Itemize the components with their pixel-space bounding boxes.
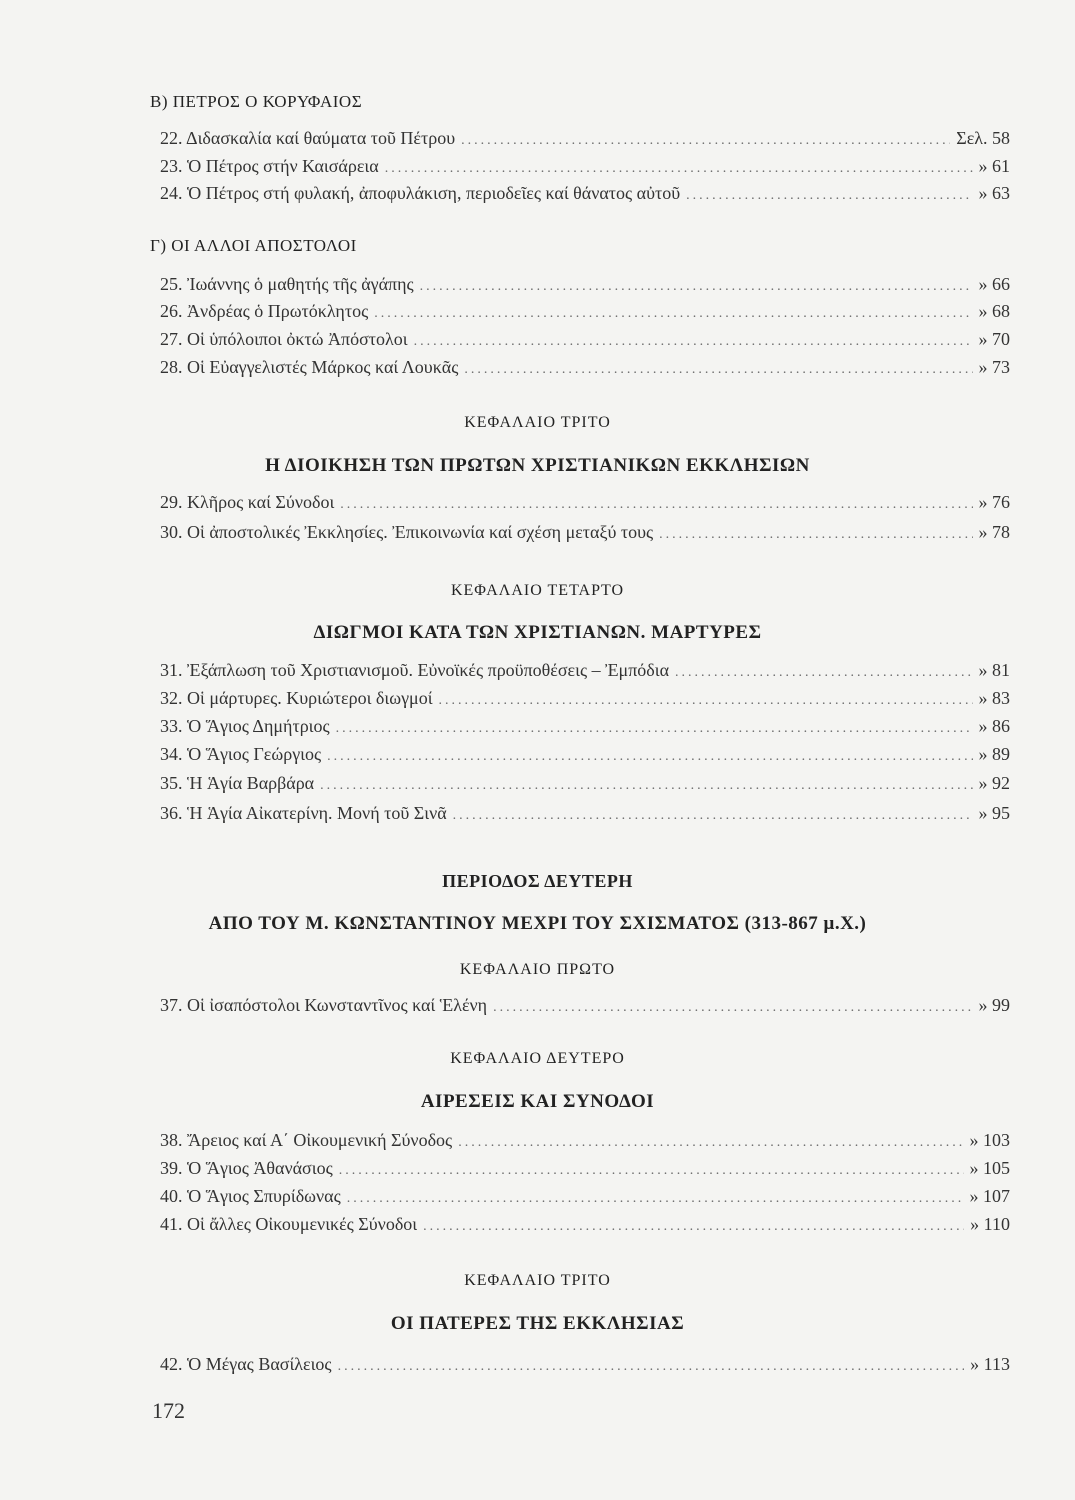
- entry-page: » 83: [978, 688, 1010, 708]
- leader-dots: [439, 693, 973, 709]
- toc-entry: [160, 1186, 1010, 1210]
- leader-dots: [420, 279, 973, 295]
- entry-page: » 110: [970, 1214, 1010, 1234]
- toc-entry: [160, 128, 1010, 152]
- toc-entry: [160, 156, 1010, 180]
- toc-entry: [160, 1354, 1010, 1378]
- entry-page: » 70: [978, 329, 1010, 349]
- toc-entry: [160, 329, 1010, 353]
- entry-title: 27. Οἱ ὑπόλοιποι ὀκτώ Ἀπόστολοι: [160, 329, 408, 349]
- toc-entry: [160, 1130, 1010, 1154]
- entry-page: » 107: [969, 1186, 1010, 1206]
- leader-dots: [458, 1135, 963, 1151]
- toc-entry: [160, 660, 1010, 684]
- chapter-title: ΟΙ ΠΑΤΕΡΕΣ ΤΗΣ ΕΚΚΛΗΣΙΑΣ: [390, 1313, 685, 1334]
- entry-title: 41. Οἱ ἄλλες Οἰκουμενικές Σύνοδοι: [160, 1214, 418, 1234]
- toc-entry: [160, 274, 1010, 298]
- period-title: ΑΠΟ ΤΟΥ Μ. ΚΩΝΣΤΑΝΤΙΝΟΥ ΜΕΧΡΙ ΤΟΥ ΣΧΙΣΜΑΤΟΣ (313-867 μ.Χ.): [208, 913, 867, 934]
- toc-entry: [160, 803, 1010, 827]
- leader-dots: [464, 362, 972, 378]
- entry-page: » 95: [978, 803, 1010, 823]
- entry-page: Σελ. 58: [956, 128, 1010, 148]
- entry-page: » 105: [969, 1158, 1010, 1178]
- entry-page: » 89: [978, 744, 1010, 764]
- section-heading-g: Γ) ΟΙ ΑΛΛΟΙ ΑΠΟΣΤΟΛΟΙ: [150, 236, 357, 255]
- toc-entry: [160, 688, 1010, 712]
- entry-title: 40. Ὁ Ἅγιος Σπυρίδωνας: [160, 1186, 341, 1206]
- page-number: 172: [152, 1398, 185, 1423]
- entry-page: » 103: [969, 1130, 1010, 1150]
- toc-entry: [160, 716, 1010, 740]
- entry-page: » 92: [978, 773, 1010, 793]
- leader-dots: [493, 1000, 972, 1016]
- entry-page: » 76: [978, 492, 1010, 512]
- entry-title: 31. Ἐξάπλωση τοῦ Χριστιανισμοῦ. Εὐνοϊκές προϋποθέσεις – Ἐμπόδια: [160, 660, 670, 680]
- leader-dots: [414, 334, 973, 350]
- leader-dots: [385, 161, 973, 177]
- toc-entry: [160, 522, 1010, 546]
- toc-entry: [160, 492, 1010, 516]
- entry-title: 38. Ἄρειος καί Α΄ Οἰκουμενική Σύνοδος: [160, 1130, 453, 1150]
- entry-page: » 86: [978, 716, 1010, 736]
- leader-dots: [339, 1163, 964, 1179]
- period-label: ΠΕΡΙΟΔΟΣ ΔΕΥΤΕΡΗ: [442, 871, 633, 891]
- entry-title: 22. Διδασκαλία καί θαύματα τοῦ Πέτρου: [160, 128, 456, 148]
- entry-title: 39. Ὁ Ἅγιος Ἀθανάσιος: [160, 1158, 333, 1178]
- entry-title: 26. Ἀνδρέας ὁ Πρωτόκλητος: [160, 301, 369, 321]
- leader-dots: [461, 133, 950, 149]
- toc-entry: [160, 1214, 1010, 1238]
- entry-title: 37. Οἱ ἰσαπόστολοι Κωνσταντῖνος καί Ἑλένη: [160, 995, 488, 1015]
- leader-dots: [327, 749, 972, 765]
- entry-page: » 81: [978, 660, 1010, 680]
- entry-page: » 66: [978, 274, 1010, 294]
- entry-title: 29. Κλῆρος καί Σύνοδοι: [160, 492, 335, 512]
- leader-dots: [374, 306, 972, 322]
- entry-title: 23. Ὁ Πέτρος στήν Καισάρεια: [160, 156, 379, 176]
- chapter-label: ΚΕΦΑΛΑΙΟ ΤΕΤΑΡΤΟ: [450, 582, 625, 599]
- entry-page: » 113: [970, 1354, 1010, 1374]
- chapter-label: ΚΕΦΑΛΑΙΟ ΤΡΙΤΟ: [464, 1272, 611, 1289]
- entry-title: 30. Οἱ ἀποστολικές Ἐκκλησίες. Ἐπικοινωνία καί σχέση μεταξύ τους: [160, 522, 654, 542]
- entry-page: » 68: [978, 301, 1010, 321]
- toc-entry: [160, 744, 1010, 768]
- leader-dots: [336, 721, 973, 737]
- entry-title: 25. Ἰωάννης ὁ μαθητής τῆς ἀγάπης: [160, 274, 414, 294]
- chapter-title: Η ΔΙΟΙΚΗΣΗ ΤΩΝ ΠΡΩΤΩΝ ΧΡΙΣΤΙΑΝΙΚΩΝ ΕΚΚΛΗΣΙΩΝ: [265, 455, 810, 476]
- leader-dots: [686, 188, 972, 204]
- toc-entry: [160, 183, 1010, 207]
- leader-dots: [340, 497, 972, 513]
- entry-page: » 73: [978, 357, 1010, 377]
- entry-title: 42. Ὁ Μέγας Βασίλειος: [160, 1354, 332, 1374]
- leader-dots: [347, 1191, 964, 1207]
- leader-dots: [423, 1219, 964, 1235]
- chapter-label: ΚΕΦΑΛΑΙΟ ΤΡΙΤΟ: [464, 414, 611, 431]
- entry-title: 24. Ὁ Πέτρος στή φυλακή, ἀποφυλάκιση, περιοδεῖες καί θάνατος αὐτοῦ: [160, 183, 681, 203]
- entry-title: 32. Οἱ μάρτυρες. Κυριώτεροι διωγμοί: [160, 688, 433, 708]
- entry-title: 34. Ὁ Ἅγιος Γεώργιος: [160, 744, 322, 764]
- entry-title: 28. Οἱ Εὐαγγελιστές Μάρκος καί Λουκᾶς: [160, 357, 459, 377]
- leader-dots: [675, 665, 972, 681]
- chapter-title: ΑΙΡΕΣΕΙΣ ΚΑΙ ΣΥΝΟΔΟΙ: [420, 1091, 655, 1112]
- chapter-label: ΚΕΦΑΛΑΙΟ ΔΕΥΤΕΡΟ: [450, 1050, 625, 1067]
- toc-entry: [160, 301, 1010, 325]
- toc-entry: [160, 1158, 1010, 1182]
- chapter-label: ΚΕΦΑΛΑΙΟ ΠΡΩΤΟ: [459, 961, 616, 978]
- leader-dots: [338, 1359, 965, 1375]
- section-heading-b: B) ΠΕΤΡΟΣ Ο ΚΟΡΥΦΑΙΟΣ: [150, 92, 363, 111]
- entry-page: » 99: [978, 995, 1010, 1015]
- entry-page: » 61: [978, 156, 1010, 176]
- toc-entry: [160, 995, 1010, 1019]
- entry-title: 33. Ὁ Ἅγιος Δημήτριος: [160, 716, 330, 736]
- chapter-title: ΔΙΩΓΜΟΙ ΚΑΤΑ ΤΩΝ ΧΡΙΣΤΙΑΝΩΝ. ΜΑΡΤΥΡΕΣ: [313, 622, 762, 643]
- leader-dots: [453, 808, 973, 824]
- toc-entry: [160, 357, 1010, 381]
- leader-dots: [659, 527, 972, 543]
- leader-dots: [320, 778, 972, 794]
- entry-page: » 78: [978, 522, 1010, 542]
- toc-entry: [160, 773, 1010, 797]
- entry-title: 36. Ἡ Ἁγία Αἰκατερίνη. Μονή τοῦ Σινᾶ: [160, 803, 447, 823]
- entry-page: » 63: [978, 183, 1010, 203]
- entry-title: 35. Ἡ Ἁγία Βαρβάρα: [160, 773, 315, 793]
